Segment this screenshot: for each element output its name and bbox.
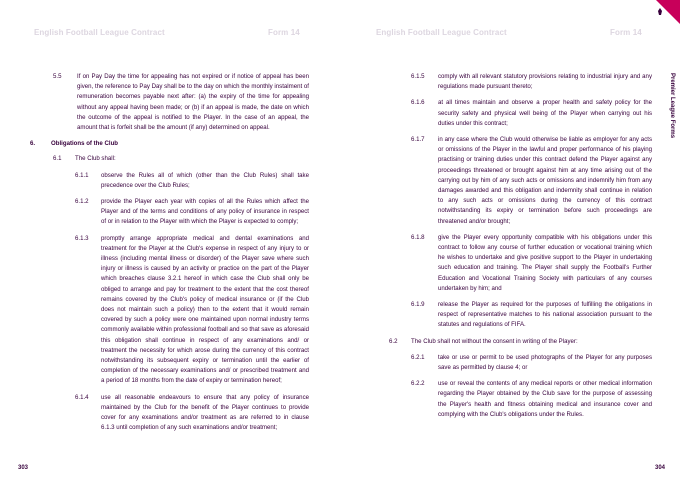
- clause-number: 6.1.2: [75, 198, 89, 206]
- clause-6-1-8: [369, 233, 652, 294]
- clause-text: give the Player every opportunity compatible with his obligations under this contract to follow any course of further education or vocational training which he wishes to undertake and give positive support to the Player in undertaking such education and training. The Player shall supply the Football's Further Education and Vocational Training Society with particulars of any courses undertaken by him; and: [438, 233, 652, 292]
- clause-6-1-9: [369, 300, 652, 331]
- clause-6-2-1: [369, 353, 652, 373]
- side-tab-premier-league-forms: Premier League Forms: [669, 73, 675, 139]
- clause-text: use all reasonable endeavours to ensure that any policy of insurance maintained by the Club for the benefit of the Player continues to provide cover for any examinations and/or treatment as are referred to in clause 6.1.3 until completion of any such examinations and/or treatment;: [101, 393, 309, 432]
- clause-number: 6.2: [389, 337, 398, 345]
- clause-number: 5.5: [53, 73, 62, 80]
- clause-text: promptly arrange appropriate medical and dental examinations and treatment for the Player at the Club's expense in respect of any injury to or illness (including mental illness or disorder) of the Player save where such injury or illness is caused by an activity or practice on the part of the Player which breaches clause 3.2.1 hereof in which case the Club shall only be obliged to arrange and pay for treatment to the extent that the cost thereof remains covered by the Club's policy of medical insurance or (if the Club does not maintain such a policy) then to the extent that it would remain covered by such a policy were one maintained upon normal industry terms commonly available within professional football and so that save as aforesaid this obligation shall continue in respect of any examinations and/ or treatment the necessity for which arose during the currency of this contract notwithstanding its subsequent expiry or termination until the earlier of completion of the necessary examinations and/ or prescribed treatment and a period of 18 months from the date of expiry or termination hereof;: [101, 234, 309, 385]
- clause-6-1-3: [30, 234, 310, 387]
- clause-text: use or reveal the contents of any medical reports or other medical information regarding the Player obtained by the Club save for the purpose of assessing the Player's health and fitness obtaining medical and insurance cover and complying with the Club's obligations under the Rules.: [438, 380, 652, 418]
- clause-number: 6.1.4: [75, 393, 89, 401]
- clause-number: 6.1.7: [411, 136, 425, 144]
- clause-text: If on Pay Day the time for appealing has not expired or if notice of appeal has been given, the reference to Pay Day shall be to the day on which the monthly instalment of remuneration becomes payable next after: (a) the expiry of the time for appealing without any appeal having been made; or (b) if an appeal is made, the date on which the outcome of the appeal is notified to the Player. In the case of an appeal, the amount that is forfeit shall be the amount (if any) determined on appeal.: [77, 73, 309, 132]
- header-left-title: English Football League Contract: [34, 28, 165, 37]
- clause-text: in any case where the Club would otherwise be liable as employer for any acts or omissions of the Player in the lawful and proper performance of his playing practising or training duties under this contract defend the Player against any proceedings threatened or brought against him at any time arising out of the carrying out by him of any such acts or omissions and indemnify him from any damages awarded and this obligation and indemnity shall continue in relation to any such acts or omissions during the currency of this contract notwithstanding its expiry or termination before such proceedings are threatened and/or brought;: [438, 136, 652, 225]
- page-number-right: 304: [655, 465, 666, 471]
- clause-6-1-2: [30, 197, 310, 228]
- clause-text: at all times maintain and observe a proper health and safety policy for the security safety and physical well being of the Player when carrying out his duties under this contract;: [438, 99, 652, 127]
- clause-number: 6.2.2: [411, 380, 425, 388]
- clause-6-1-7: [369, 135, 652, 227]
- clause-6-1-6: [369, 98, 652, 129]
- clause-text: The Club shall:: [75, 155, 116, 163]
- header-right-title: English Football League Contract: [376, 28, 507, 37]
- clause-6-2: [369, 337, 652, 347]
- section-6-heading: [30, 139, 310, 149]
- clause-6-2-2: [369, 379, 652, 420]
- clause-number: 6.2.1: [411, 353, 425, 361]
- clause-number: 6.1.1: [75, 171, 89, 179]
- lion-logo-icon: [654, 6, 666, 18]
- clause-6-1-5: [369, 72, 652, 92]
- clause-text: release the Player as required for the purposes of fulfilling the obligations in respect of representative matches to his national association pursuant to the statutes and regulations of FIFA.: [438, 301, 652, 329]
- right-page-column: [369, 72, 652, 426]
- clause-number: 6.1.6: [411, 99, 425, 107]
- header-right-form: Form 14: [610, 28, 642, 37]
- section-number: 6.: [30, 140, 36, 148]
- clause-number: 6.1: [53, 155, 62, 163]
- clause-number: 6.1.9: [411, 301, 425, 309]
- page-number-left: 303: [18, 465, 29, 471]
- clause-text: observe the Rules all of which (other than the Club Rules) shall take precedence over the Club Rules;: [101, 171, 309, 189]
- clause-5-5: [30, 72, 310, 133]
- clause-6-1: [30, 154, 310, 164]
- clause-number: 6.1.3: [75, 234, 89, 242]
- clause-text: comply with all relevant statutory provisions relating to industrial injury and any regulations made pursuant thereto;: [438, 73, 652, 91]
- clause-number: 6.1.5: [411, 73, 425, 80]
- clause-6-1-1: [30, 171, 310, 191]
- clause-text: provide the Player each year with copies of all the Rules which affect the Player and of the terms and conditions of any policy of insurance in respect of or in relation to the Player with which the Player is expected to comply;: [101, 198, 309, 226]
- clause-6-1-4: [30, 393, 310, 434]
- clause-number: 6.1.8: [411, 233, 425, 241]
- clause-text: The Club shall not without the consent in writing of the Player:: [411, 337, 578, 345]
- section-title: Obligations of the Club: [51, 140, 119, 148]
- left-page-column: [30, 72, 310, 434]
- header-left-form: Form 14: [268, 28, 300, 37]
- clause-text: take or use or permit to be used photographs of the Player for any purposes save as permitted by clause 4; or: [438, 353, 652, 372]
